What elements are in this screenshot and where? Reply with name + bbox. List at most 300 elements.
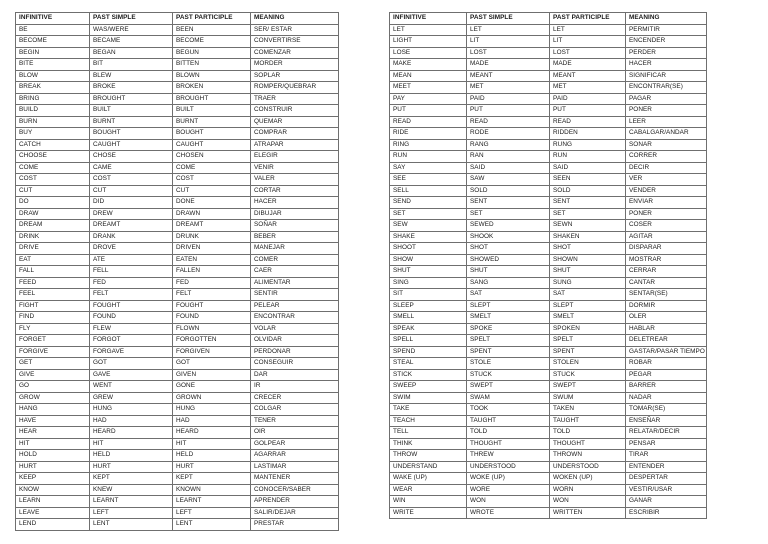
table-row	[16, 24, 339, 36]
table-row	[390, 438, 707, 450]
past-simple-cell: DID	[90, 197, 173, 209]
past-simple-cell: FOUGHT	[90, 300, 173, 312]
meaning-cell: NADAR	[626, 392, 707, 404]
infinitive-cell: BRING	[16, 93, 90, 105]
past-participle-cell: GONE	[173, 381, 251, 393]
infinitive-cell: FLY	[16, 323, 90, 335]
infinitive-cell: LET	[390, 24, 467, 36]
infinitive-cell: RUN	[390, 151, 467, 163]
table-row	[16, 289, 339, 301]
past-simple-cell: HUNG	[90, 404, 173, 416]
infinitive-cell: HAVE	[16, 415, 90, 427]
past-simple-cell: SANG	[467, 277, 550, 289]
meaning-cell: VENDER	[626, 185, 707, 197]
past-simple-cell: SET	[467, 208, 550, 220]
past-participle-cell: HELD	[173, 450, 251, 462]
past-simple-cell: TAUGHT	[467, 415, 550, 427]
meaning-cell: ATRAPAR	[251, 139, 339, 151]
meaning-cell: COMPRAR	[251, 128, 339, 140]
past-participle-cell: HURT	[173, 461, 251, 473]
infinitive-cell: SEE	[390, 174, 467, 186]
infinitive-cell: SEW	[390, 220, 467, 232]
past-participle-cell: MEANT	[550, 70, 626, 82]
table-row	[16, 266, 339, 278]
infinitive-cell: SIT	[390, 289, 467, 301]
table-row	[16, 323, 339, 335]
past-simple-cell: BOUGHT	[90, 128, 173, 140]
table-row	[16, 70, 339, 82]
meaning-cell: SENTAR(SE)	[626, 289, 707, 301]
meaning-cell: PONER	[626, 208, 707, 220]
table-row	[390, 450, 707, 462]
past-participle-cell: SPENT	[550, 346, 626, 358]
past-simple-cell: LET	[467, 24, 550, 36]
past-simple-cell: SWAM	[467, 392, 550, 404]
past-participle-cell: PUT	[550, 105, 626, 117]
header-past-participle: PAST PARTICIPLE	[173, 13, 251, 25]
past-participle-cell: KNOWN	[173, 484, 251, 496]
past-simple-cell: HELD	[90, 450, 173, 462]
table-row	[390, 208, 707, 220]
table-row	[390, 82, 707, 94]
meaning-cell: VESTIR/USAR	[626, 484, 707, 496]
past-participle-cell: BUILT	[173, 105, 251, 117]
past-participle-cell: DRUNK	[173, 231, 251, 243]
infinitive-cell: SHOW	[390, 254, 467, 266]
table-row	[390, 461, 707, 473]
table-row	[16, 36, 339, 48]
past-simple-cell: RAN	[467, 151, 550, 163]
past-simple-cell: UNDERSTOOD	[467, 461, 550, 473]
infinitive-cell: SELL	[390, 185, 467, 197]
past-participle-cell: RUN	[550, 151, 626, 163]
infinitive-cell: LOSE	[390, 47, 467, 59]
infinitive-cell: BE	[16, 24, 90, 36]
meaning-cell: ENCONTRAR	[251, 312, 339, 324]
meaning-cell: GANAR	[626, 496, 707, 508]
meaning-cell: ROMPER/QUEBRAR	[251, 82, 339, 94]
past-participle-cell: TOLD	[550, 427, 626, 439]
past-participle-cell: SWUM	[550, 392, 626, 404]
meaning-cell: CORRER	[626, 151, 707, 163]
past-simple-cell: SPENT	[467, 346, 550, 358]
past-participle-cell: FALLEN	[173, 266, 251, 278]
past-simple-cell: FORGOT	[90, 335, 173, 347]
infinitive-cell: WRITE	[390, 507, 467, 519]
meaning-cell: CABALGAR/ANDAR	[626, 128, 707, 140]
past-simple-cell: CAME	[90, 162, 173, 174]
header-infinitive: INFINITIVE	[390, 13, 467, 25]
past-participle-cell: STOLEN	[550, 358, 626, 370]
infinitive-cell: READ	[390, 116, 467, 128]
meaning-cell: VER	[626, 174, 707, 186]
meaning-cell: CONSTRUIR	[251, 105, 339, 117]
meaning-cell: MANEJAR	[251, 243, 339, 255]
past-simple-cell: SHOT	[467, 243, 550, 255]
past-simple-cell: LOST	[467, 47, 550, 59]
meaning-cell: CONVERTIRSE	[251, 36, 339, 48]
table-row	[16, 312, 339, 324]
past-simple-cell: COST	[90, 174, 173, 186]
past-simple-cell: FELL	[90, 266, 173, 278]
infinitive-cell: BUY	[16, 128, 90, 140]
meaning-cell: BEBER	[251, 231, 339, 243]
meaning-cell: ELEGIR	[251, 151, 339, 163]
past-participle-cell: SPELT	[550, 335, 626, 347]
table-row	[390, 300, 707, 312]
past-participle-cell: FORGOTTEN	[173, 335, 251, 347]
infinitive-cell: CUT	[16, 185, 90, 197]
infinitive-cell: DREAM	[16, 220, 90, 232]
meaning-cell: LASTIMAR	[251, 461, 339, 473]
infinitive-cell: LEND	[16, 519, 90, 531]
infinitive-cell: WEAR	[390, 484, 467, 496]
meaning-cell: ENSEÑAR	[626, 415, 707, 427]
past-participle-cell: DONE	[173, 197, 251, 209]
infinitive-cell: SPEAK	[390, 323, 467, 335]
past-simple-cell: LIT	[467, 36, 550, 48]
meaning-cell: HACER	[626, 59, 707, 71]
past-simple-cell: TOOK	[467, 404, 550, 416]
meaning-cell: TRAER	[251, 93, 339, 105]
past-participle-cell: BECOME	[173, 36, 251, 48]
meaning-cell: SOPLAR	[251, 70, 339, 82]
meaning-cell: ALIMENTAR	[251, 277, 339, 289]
table-row	[16, 93, 339, 105]
table-row	[16, 507, 339, 519]
meaning-cell: DAR	[251, 369, 339, 381]
table-row	[390, 185, 707, 197]
past-participle-cell: COST	[173, 174, 251, 186]
table-row	[390, 369, 707, 381]
infinitive-cell: CHOOSE	[16, 151, 90, 163]
infinitive-cell: COST	[16, 174, 90, 186]
infinitive-cell: SHAKE	[390, 231, 467, 243]
past-participle-cell: CUT	[173, 185, 251, 197]
header-past-simple: PAST SIMPLE	[90, 13, 173, 25]
past-simple-cell: FLEW	[90, 323, 173, 335]
meaning-cell: CONOCER/SABER	[251, 484, 339, 496]
meaning-cell: ENCONTRAR(SE)	[626, 82, 707, 94]
infinitive-cell: TAKE	[390, 404, 467, 416]
past-participle-cell: RIDDEN	[550, 128, 626, 140]
past-simple-cell: BEGAN	[90, 47, 173, 59]
meaning-cell: DECIR	[626, 162, 707, 174]
table-row	[16, 358, 339, 370]
past-simple-cell: CHOSE	[90, 151, 173, 163]
meaning-cell: COMENZAR	[251, 47, 339, 59]
meaning-cell: CRECER	[251, 392, 339, 404]
past-participle-cell: SUNG	[550, 277, 626, 289]
past-participle-cell: SOLD	[550, 185, 626, 197]
infinitive-cell: SHUT	[390, 266, 467, 278]
table-row	[16, 450, 339, 462]
header-infinitive: INFINITIVE	[16, 13, 90, 25]
past-participle-cell: SAT	[550, 289, 626, 301]
past-simple-cell: ATE	[90, 254, 173, 266]
meaning-cell: PENSAR	[626, 438, 707, 450]
past-participle-cell: BEEN	[173, 24, 251, 36]
past-simple-cell: SLEPT	[467, 300, 550, 312]
past-simple-cell: SHOWED	[467, 254, 550, 266]
table-row	[390, 231, 707, 243]
table-row	[390, 174, 707, 186]
meaning-cell: SIGNIFICAR	[626, 70, 707, 82]
past-participle-cell: GROWN	[173, 392, 251, 404]
table-row	[16, 139, 339, 151]
infinitive-cell: DRIVE	[16, 243, 90, 255]
past-participle-cell: LEFT	[173, 507, 251, 519]
past-participle-cell: UNDERSTOOD	[550, 461, 626, 473]
infinitive-cell: RIDE	[390, 128, 467, 140]
past-simple-cell: LEARNT	[90, 496, 173, 508]
past-participle-cell: LOST	[550, 47, 626, 59]
meaning-cell: RELATAR/DECIR	[626, 427, 707, 439]
table-row	[16, 484, 339, 496]
past-simple-cell: DREAMT	[90, 220, 173, 232]
table-row	[390, 116, 707, 128]
meaning-cell: CONSEGUIR	[251, 358, 339, 370]
header-past-simple: PAST SIMPLE	[467, 13, 550, 25]
table-row	[16, 461, 339, 473]
infinitive-cell: DRINK	[16, 231, 90, 243]
infinitive-cell: HOLD	[16, 450, 90, 462]
meaning-cell: SENTIR	[251, 289, 339, 301]
past-participle-cell: THOUGHT	[550, 438, 626, 450]
infinitive-cell: PAY	[390, 93, 467, 105]
past-participle-cell: BITTEN	[173, 59, 251, 71]
meaning-cell: HABLAR	[626, 323, 707, 335]
infinitive-cell: EAT	[16, 254, 90, 266]
past-simple-cell: THREW	[467, 450, 550, 462]
past-simple-cell: SAID	[467, 162, 550, 174]
table-row	[16, 220, 339, 232]
meaning-cell: COSER	[626, 220, 707, 232]
past-participle-cell: DREAMT	[173, 220, 251, 232]
table-header-row	[16, 13, 339, 25]
table-row	[16, 496, 339, 508]
meaning-cell: COMER	[251, 254, 339, 266]
infinitive-cell: KEEP	[16, 473, 90, 485]
infinitive-cell: GO	[16, 381, 90, 393]
table-row	[16, 116, 339, 128]
past-simple-cell: WENT	[90, 381, 173, 393]
table-row	[390, 151, 707, 163]
past-simple-cell: WROTE	[467, 507, 550, 519]
infinitive-cell: BURN	[16, 116, 90, 128]
past-participle-cell: LEARNT	[173, 496, 251, 508]
past-simple-cell: SHUT	[467, 266, 550, 278]
past-simple-cell: BUILT	[90, 105, 173, 117]
table-row	[390, 128, 707, 140]
past-simple-cell: DRANK	[90, 231, 173, 243]
infinitive-cell: STICK	[390, 369, 467, 381]
meaning-cell: CAER	[251, 266, 339, 278]
table-row	[16, 185, 339, 197]
infinitive-cell: FIGHT	[16, 300, 90, 312]
infinitive-cell: LIGHT	[390, 36, 467, 48]
meaning-cell: VALER	[251, 174, 339, 186]
meaning-cell: TENER	[251, 415, 339, 427]
past-participle-cell: BLOWN	[173, 70, 251, 82]
meaning-cell: HACER	[251, 197, 339, 209]
meaning-cell: OLER	[626, 312, 707, 324]
past-simple-cell: THOUGHT	[467, 438, 550, 450]
infinitive-cell: FORGIVE	[16, 346, 90, 358]
table-row	[16, 404, 339, 416]
past-participle-cell: READ	[550, 116, 626, 128]
past-participle-cell: GIVEN	[173, 369, 251, 381]
past-participle-cell: CHOSEN	[173, 151, 251, 163]
meaning-cell: PERDER	[626, 47, 707, 59]
infinitive-cell: SMELL	[390, 312, 467, 324]
meaning-cell: PELEAR	[251, 300, 339, 312]
past-participle-cell: FOUND	[173, 312, 251, 324]
infinitive-cell: SWEEP	[390, 381, 467, 393]
past-participle-cell: BROUGHT	[173, 93, 251, 105]
infinitive-cell: SAY	[390, 162, 467, 174]
table-row	[16, 82, 339, 94]
table-row	[16, 151, 339, 163]
past-participle-cell: SEEN	[550, 174, 626, 186]
past-simple-cell: GAVE	[90, 369, 173, 381]
past-simple-cell: DREW	[90, 208, 173, 220]
past-simple-cell: SAT	[467, 289, 550, 301]
past-simple-cell: BROUGHT	[90, 93, 173, 105]
infinitive-cell: FALL	[16, 266, 90, 278]
past-participle-cell: FORGIVEN	[173, 346, 251, 358]
table-row	[390, 59, 707, 71]
past-simple-cell: FORGAVE	[90, 346, 173, 358]
table-row	[16, 105, 339, 117]
past-simple-cell: SOLD	[467, 185, 550, 197]
table-row	[390, 381, 707, 393]
meaning-cell: DELETREAR	[626, 335, 707, 347]
table-header-row	[390, 13, 707, 25]
table-row	[390, 47, 707, 59]
meaning-cell: PEGAR	[626, 369, 707, 381]
past-simple-cell: WORE	[467, 484, 550, 496]
past-simple-cell: STUCK	[467, 369, 550, 381]
past-participle-cell: KEPT	[173, 473, 251, 485]
meaning-cell: ESCRIBIR	[626, 507, 707, 519]
past-participle-cell: SMELT	[550, 312, 626, 324]
past-participle-cell: CAUGHT	[173, 139, 251, 151]
meaning-cell: DORMIR	[626, 300, 707, 312]
meaning-cell: LEER	[626, 116, 707, 128]
past-participle-cell: GOT	[173, 358, 251, 370]
past-simple-cell: SAW	[467, 174, 550, 186]
infinitive-cell: SLEEP	[390, 300, 467, 312]
infinitive-cell: LEARN	[16, 496, 90, 508]
past-simple-cell: BIT	[90, 59, 173, 71]
table-row	[390, 139, 707, 151]
past-simple-cell: WOKE (UP)	[467, 473, 550, 485]
table-row	[390, 392, 707, 404]
infinitive-cell: FORGET	[16, 335, 90, 347]
past-participle-cell: RUNG	[550, 139, 626, 151]
table-row	[390, 289, 707, 301]
infinitive-cell: SHOOT	[390, 243, 467, 255]
past-participle-cell: EATEN	[173, 254, 251, 266]
meaning-cell: ROBAR	[626, 358, 707, 370]
infinitive-cell: KNOW	[16, 484, 90, 496]
infinitive-cell: CATCH	[16, 139, 90, 151]
infinitive-cell: WAKE (UP)	[390, 473, 467, 485]
meaning-cell: CORTAR	[251, 185, 339, 197]
meaning-cell: ENTENDER	[626, 461, 707, 473]
infinitive-cell: THINK	[390, 438, 467, 450]
meaning-cell: DISPARAR	[626, 243, 707, 255]
past-participle-cell: HIT	[173, 438, 251, 450]
infinitive-cell: WIN	[390, 496, 467, 508]
table-row	[16, 254, 339, 266]
table-row	[16, 519, 339, 531]
past-participle-cell: SHUT	[550, 266, 626, 278]
meaning-cell: MORDER	[251, 59, 339, 71]
past-simple-cell: MET	[467, 82, 550, 94]
past-simple-cell: LENT	[90, 519, 173, 531]
past-participle-cell: SWEPT	[550, 381, 626, 393]
infinitive-cell: MAKE	[390, 59, 467, 71]
table-row	[390, 266, 707, 278]
past-participle-cell: PAID	[550, 93, 626, 105]
infinitive-cell: TELL	[390, 427, 467, 439]
irregular-verbs-table-right	[389, 12, 707, 519]
past-simple-cell: HAD	[90, 415, 173, 427]
past-simple-cell: LEFT	[90, 507, 173, 519]
past-simple-cell: RANG	[467, 139, 550, 151]
header-meaning: MEANING	[626, 13, 707, 25]
meaning-cell: AGARRAR	[251, 450, 339, 462]
table-row	[16, 392, 339, 404]
past-participle-cell: BOUGHT	[173, 128, 251, 140]
table-row	[390, 473, 707, 485]
infinitive-cell: LEAVE	[16, 507, 90, 519]
past-participle-cell: STUCK	[550, 369, 626, 381]
table-row	[390, 484, 707, 496]
table-row	[390, 24, 707, 36]
past-simple-cell: HURT	[90, 461, 173, 473]
past-simple-cell: BROKE	[90, 82, 173, 94]
past-participle-cell: WOKEN (UP)	[550, 473, 626, 485]
past-simple-cell: MADE	[467, 59, 550, 71]
past-participle-cell: HAD	[173, 415, 251, 427]
infinitive-cell: SING	[390, 277, 467, 289]
table-row	[390, 346, 707, 358]
past-simple-cell: GOT	[90, 358, 173, 370]
infinitive-cell: FEEL	[16, 289, 90, 301]
past-participle-cell: WORN	[550, 484, 626, 496]
table-row	[390, 93, 707, 105]
table-row	[16, 381, 339, 393]
past-participle-cell: SENT	[550, 197, 626, 209]
table-row	[390, 70, 707, 82]
past-simple-cell: PUT	[467, 105, 550, 117]
table-row	[16, 438, 339, 450]
meaning-cell: VENIR	[251, 162, 339, 174]
meaning-cell: OLVIDAR	[251, 335, 339, 347]
table-row	[16, 346, 339, 358]
table-row	[16, 243, 339, 255]
past-simple-cell: FELT	[90, 289, 173, 301]
meaning-cell: VOLAR	[251, 323, 339, 335]
past-participle-cell: FELT	[173, 289, 251, 301]
table-row	[390, 277, 707, 289]
meaning-cell: PERMITIR	[626, 24, 707, 36]
table-row	[390, 197, 707, 209]
past-simple-cell: STOLE	[467, 358, 550, 370]
